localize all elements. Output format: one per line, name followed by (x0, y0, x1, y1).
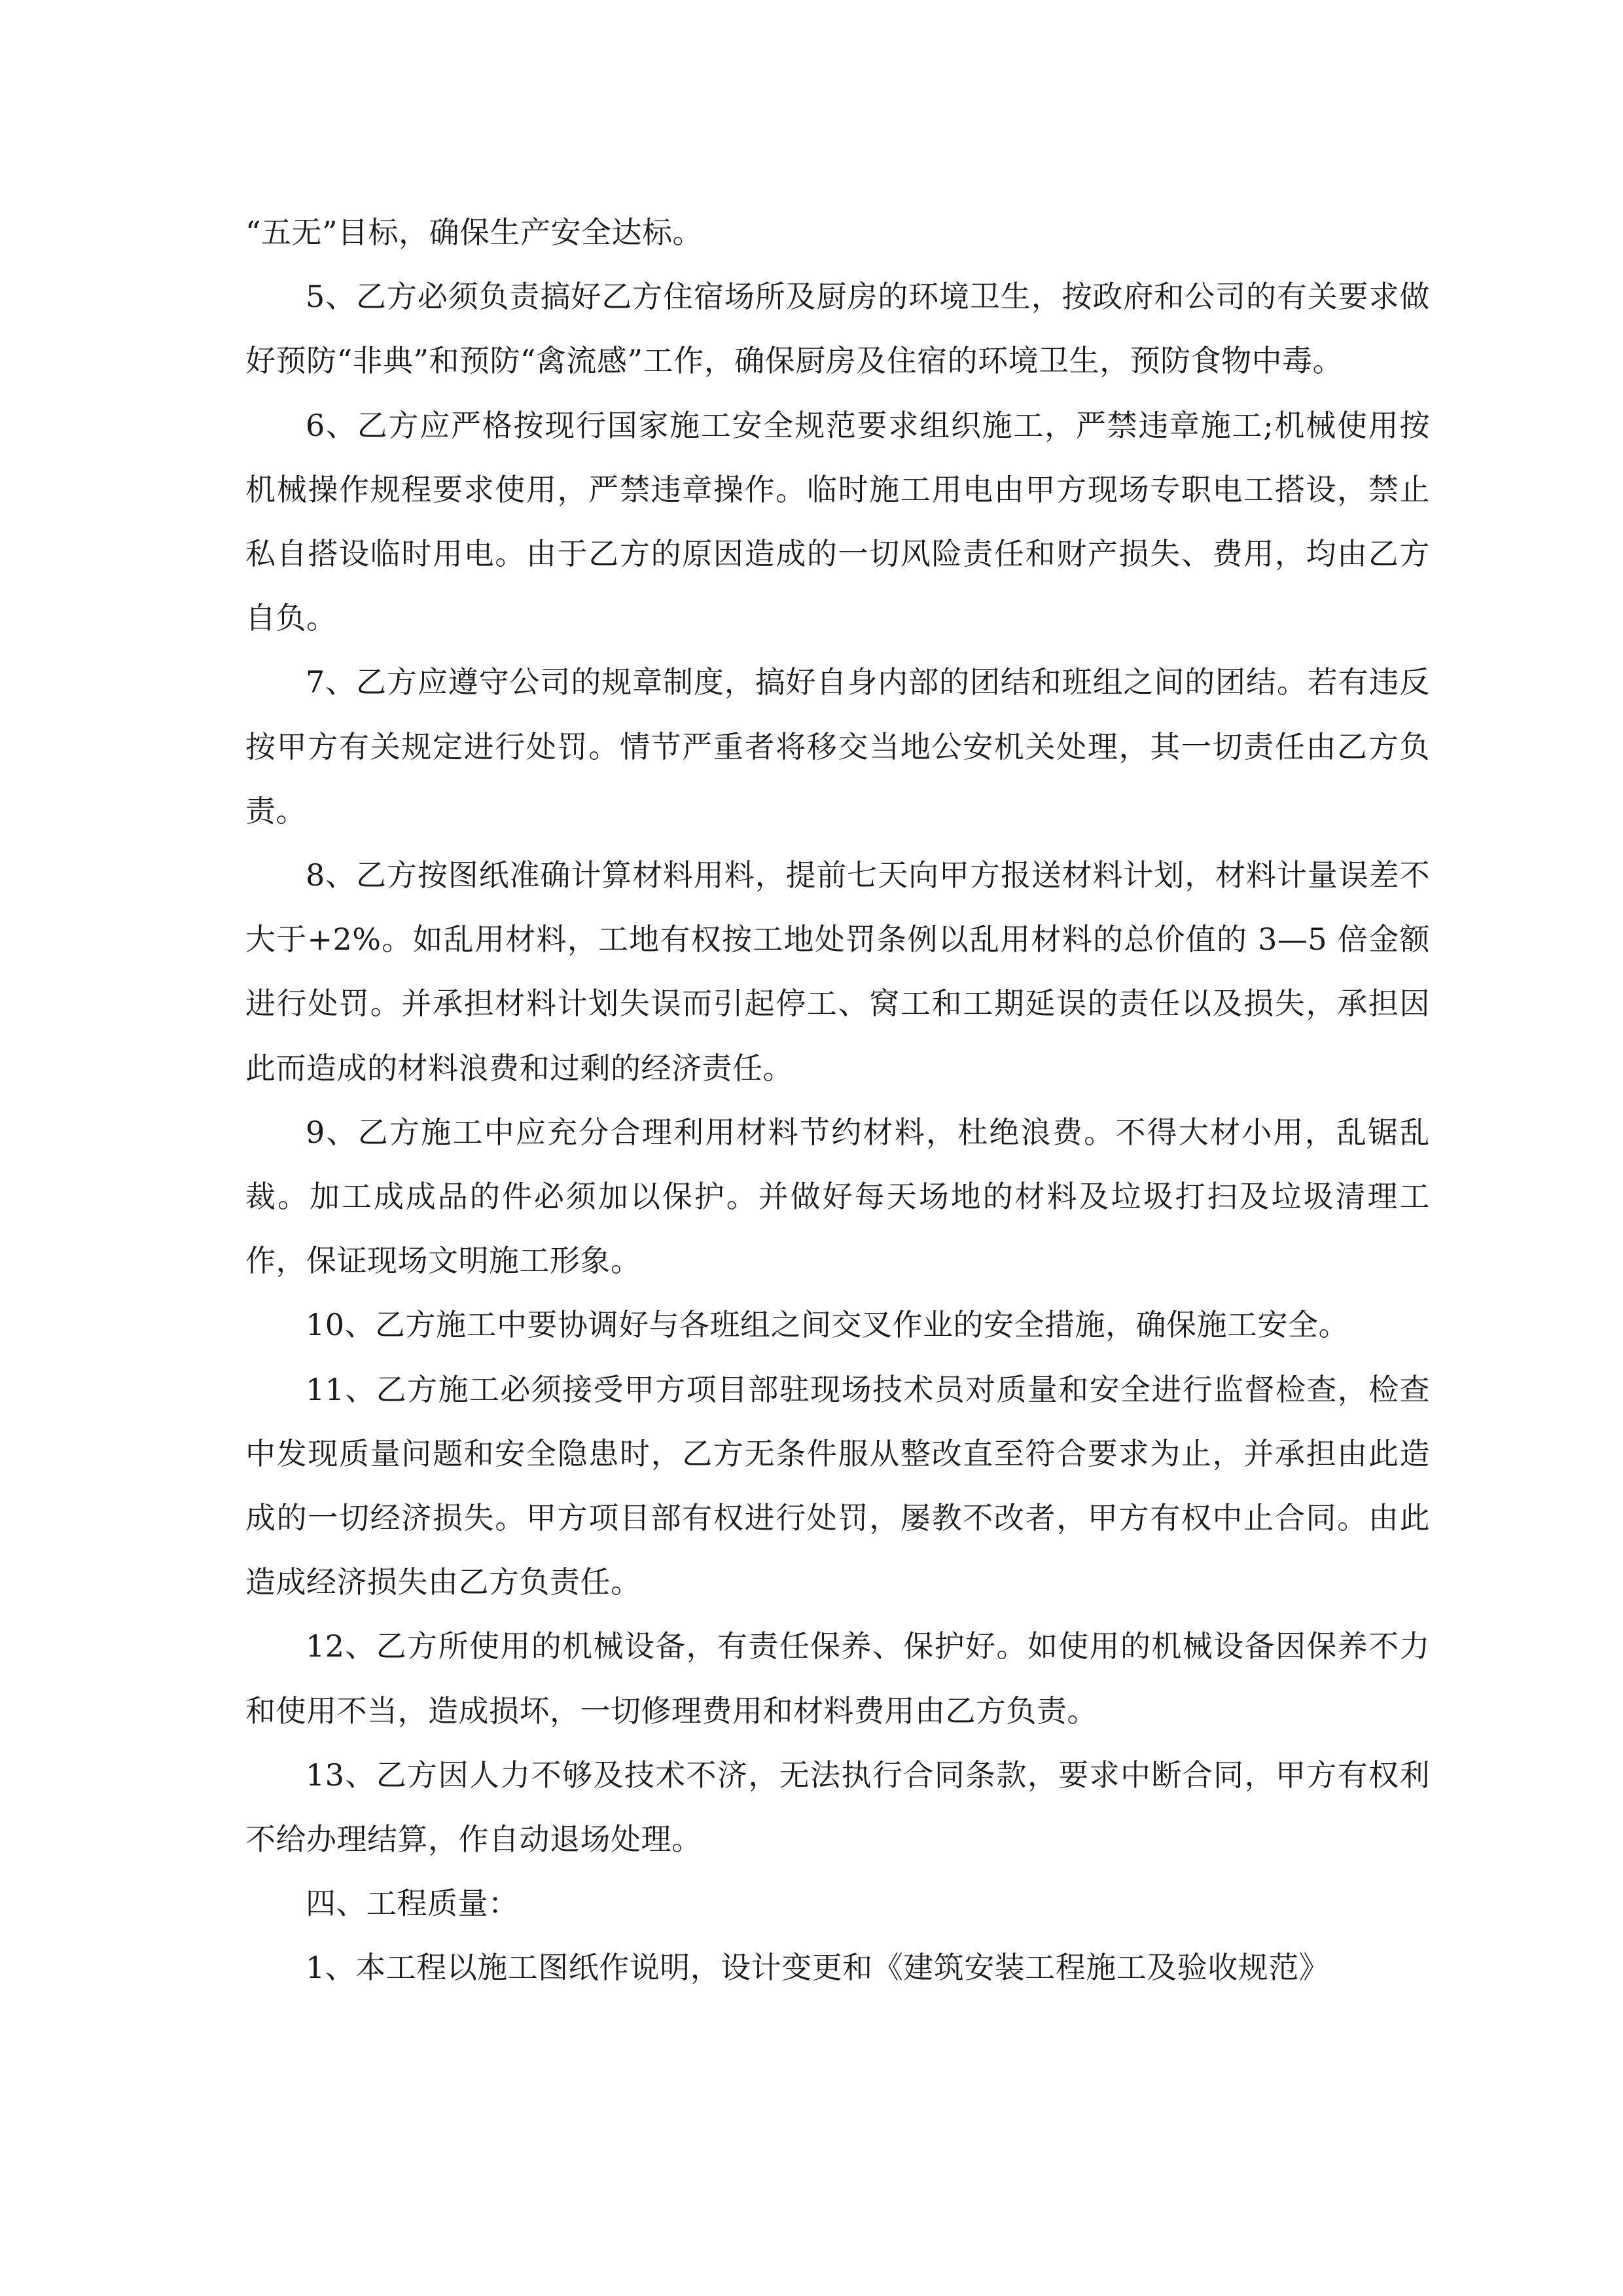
section-heading-quality: 四、工程质量： (306, 1886, 519, 1922)
paragraph-quality-clause-1: 1、本工程以施工图纸作说明，设计变更和《建筑安装工程施工及验收规范》 (306, 1950, 1330, 1986)
paragraph-clause-7: 7、乙方应遵守公司的规章制度，搞好自身内部的团结和班组之间的团结。若有违反按甲方有关规定进行处罚。情节严重者将移交当地公安机关处理，其一切责任由乙方负责。 (245, 664, 1430, 829)
paragraph-clause-13: 13、乙方因人力不够及技术不济，无法执行合同条款，要求中断合同，甲方有权利不给办理结算，作自动退场处理。 (245, 1757, 1430, 1857)
paragraph-clause-8: 8、乙方按图纸准确计算材料用料，提前七天向甲方报送材料计划，材料计量误差不大于+2%。如乱用材料，工地有权按工地处罚条例以乱用材料的总价值的 3—5 倍金额进行处罚。并承担材料计划失误而引起停工、窝工和工期延误的责任以及损失，承担因此而造成的材料浪费和过剩的经济责任。 (245, 857, 1430, 1086)
paragraph-clause-5: 5、乙方必须负责搞好乙方住宿场所及厨房的环境卫生，按政府和公司的有关要求做好预防“非典”和预防“禽流感”工作，确保厨房及住宿的环境卫生，预防食物中毒。 (245, 279, 1430, 379)
paragraph-clause-6: 6、乙方应严格按现行国家施工安全规范要求组织施工，严禁违章施工;机械使用按机械操作规程要求使用，严禁违章操作。临时施工用电由甲方现场专职电工搭设，禁止私自搭设临时用电。由于乙方的原因造成的一切风险责任和财产损失、费用，均由乙方自负。 (245, 407, 1430, 636)
paragraph-clause-10: 10、乙方施工中要协调好与各班组之间交叉作业的安全措施，确保施工安全。 (306, 1307, 1349, 1343)
paragraph-clause-9: 9、乙方施工中应充分合理利用材料节约材料，杜绝浪费。不得大材小用，乱锯乱裁。加工成成品的件必须加以保护。并做好每天场地的材料及垃圾打扫及垃圾清理工作，保证现场文明施工形象。 (245, 1114, 1430, 1279)
paragraph-clause-12: 12、乙方所使用的机械设备，有责任保养、保护好。如使用的机械设备因保养不力和使用不当，造成损坏，一切修理费用和材料费用由乙方负责。 (245, 1628, 1430, 1729)
document-body (245, 200, 1430, 2000)
paragraph-clause-11: 11、乙方施工必须接受甲方项目部驻现场技术员对质量和安全进行监督检查，检查中发现质量问题和安全隐患时，乙方无条件服从整改直至符合要求为止，并承担由此造成的一切经济损失。甲方项目部有权进行处罚，屡教不改者，甲方有权中止合同。由此造成经济损失由乙方负责任。 (245, 1371, 1430, 1600)
paragraph-continuation: “五无”目标，确保生产安全达标。 (245, 215, 704, 250)
